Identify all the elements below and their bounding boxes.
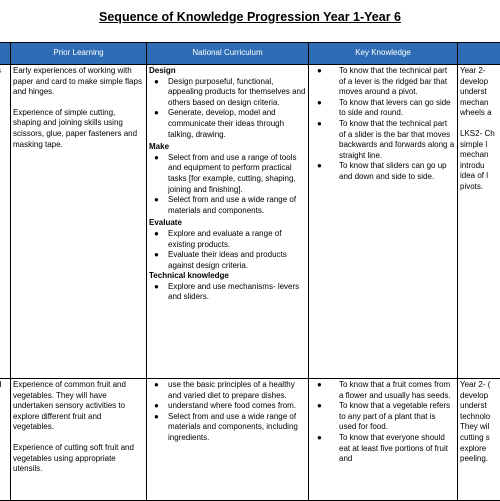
next-line: mechan	[460, 98, 500, 109]
prior-learning-cell	[11, 65, 147, 379]
next-line: peeling.	[460, 454, 500, 465]
section-heading-make: Make	[149, 142, 306, 153]
bullet-icon: ●	[317, 66, 322, 77]
bullet-icon: ●	[154, 250, 159, 261]
bullet-icon: ●	[317, 433, 322, 444]
header-prior-learning: Prior Learning	[11, 43, 147, 65]
key-knowledge-list	[311, 66, 455, 183]
bullet-icon: ●	[154, 401, 159, 412]
next-line: underst	[460, 87, 500, 98]
list-item: ● Evaluate their ideas and products against design criteria.	[149, 250, 306, 271]
header-key-knowledge: Key Knowledge	[309, 43, 458, 65]
next-line: idea of l	[460, 171, 500, 182]
header-col0	[0, 43, 11, 65]
bullet-icon: ●	[154, 108, 159, 119]
bullet-icon: ●	[154, 412, 159, 423]
header-row	[0, 43, 500, 65]
next-line: simple l	[460, 140, 500, 151]
bullet-icon: ●	[154, 380, 159, 391]
table-row	[0, 379, 500, 501]
list-item: ● Select from and use a wide range of materials and components.	[149, 195, 306, 216]
bullet-icon: ●	[317, 119, 322, 130]
next-line: cutting s	[460, 433, 500, 444]
bullet-icon: ●	[317, 380, 322, 391]
list-item: ● To know that the technical part of a lever is the ridged bar that moves around a pivot.	[311, 66, 455, 98]
next-steps-cell	[458, 379, 500, 501]
list-item: ● Select from and use a range of tools and equipment to perform practical tasks [for example, cutting, shaping, joining and finishing].	[149, 153, 306, 195]
next-line: Year 2-	[460, 66, 500, 77]
next-line: mechan	[460, 150, 500, 161]
list-item: ● Select from and use a wide range of materials and components, including ingredients.	[149, 412, 306, 444]
next-line: technolo	[460, 412, 500, 423]
list-item: ● To know that a vegetable refers to any part of a plant that is used for food.	[311, 401, 455, 433]
row-label	[0, 380, 1, 389]
bullet-icon: ●	[317, 98, 322, 109]
list-item: ● Explore and evaluate a range of existing products.	[149, 229, 306, 250]
list-item: ● To know that everyone should eat at least five portions of fruit and	[311, 433, 455, 465]
bullet-icon: ●	[317, 401, 322, 412]
next-line: develop	[460, 391, 500, 402]
prior-paragraph: Experience of simple cutting, shaping and joining skills using scissors, glue, paper fasteners and masking tape.	[13, 108, 144, 150]
section-heading-evaluate: Evaluate	[149, 218, 306, 229]
prior-paragraph: Experience of cutting soft fruit and vegetables using appropriate utensils.	[13, 443, 144, 475]
row-label-cell	[0, 65, 11, 379]
document-title: Sequence of Knowledge Progression Year 1-Year 6	[0, 12, 500, 23]
knowledge-progression-table	[0, 42, 500, 501]
next-line: LKS2- Ch	[460, 129, 500, 140]
list-item: ● To know that sliders can go up and down and side to side.	[311, 161, 455, 182]
next-line: wheels a	[460, 108, 500, 119]
list-item: ● use the basic principles of a healthy and varied diet to prepare dishes.	[149, 380, 306, 401]
design-list	[149, 77, 306, 141]
section-heading-design: Design	[149, 66, 306, 77]
list-item: ● To know that levers can go side to side and round.	[311, 98, 455, 119]
next-line: explore	[460, 444, 500, 455]
next-line: They wil	[460, 422, 500, 433]
nutrition-list	[149, 380, 306, 444]
next-line: underst	[460, 401, 500, 412]
row-label-cell	[0, 379, 11, 501]
bullet-icon: ●	[154, 229, 159, 240]
header-next	[458, 43, 500, 65]
row-label	[0, 66, 1, 75]
key-knowledge-list	[311, 380, 455, 465]
bullet-icon: ●	[154, 282, 159, 293]
key-knowledge-cell	[309, 379, 458, 501]
section-heading-technical-knowledge: Technical knowledge	[149, 271, 306, 282]
list-item: ● To know that a fruit comes from a flower and usually has seeds.	[311, 380, 455, 401]
bullet-icon: ●	[154, 153, 159, 164]
prior-learning-cell	[11, 379, 147, 501]
list-item: ● understand where food comes from.	[149, 401, 306, 412]
header-national-curriculum: National Curriculum	[147, 43, 309, 65]
prior-paragraph: Early experiences of working with paper and card to make simple flaps and hinges.	[13, 66, 144, 98]
bullet-icon: ●	[317, 161, 322, 172]
evaluate-list	[149, 229, 306, 271]
next-line: Year 2- (	[460, 380, 500, 391]
list-item: ● Explore and use mechanisms- levers and sliders.	[149, 282, 306, 303]
list-item: ● Design purposeful, functional, appealing products for themselves and others based on design criteria.	[149, 77, 306, 109]
list-item: ● Generate, develop, model and communicate their ideas through talking, drawing.	[149, 108, 306, 140]
next-line: pivots.	[460, 182, 500, 193]
prior-paragraph: Experience of common fruit and vegetables. They will have undertaken sensory activities to explore different fruit and vegetables.	[13, 380, 144, 433]
bullet-icon: ●	[154, 195, 159, 206]
make-list	[149, 153, 306, 217]
next-line: develop	[460, 77, 500, 88]
bullet-icon: ●	[154, 77, 159, 88]
next-line: introdu	[460, 161, 500, 172]
table-row	[0, 65, 500, 379]
national-curriculum-cell	[147, 65, 309, 379]
next-steps-cell	[458, 65, 500, 379]
key-knowledge-cell	[309, 65, 458, 379]
technical-list	[149, 282, 306, 303]
national-curriculum-cell	[147, 379, 309, 501]
list-item: ● To know that the technical part of a slider is the bar that moves backwards and forwards along a straight line.	[311, 119, 455, 161]
